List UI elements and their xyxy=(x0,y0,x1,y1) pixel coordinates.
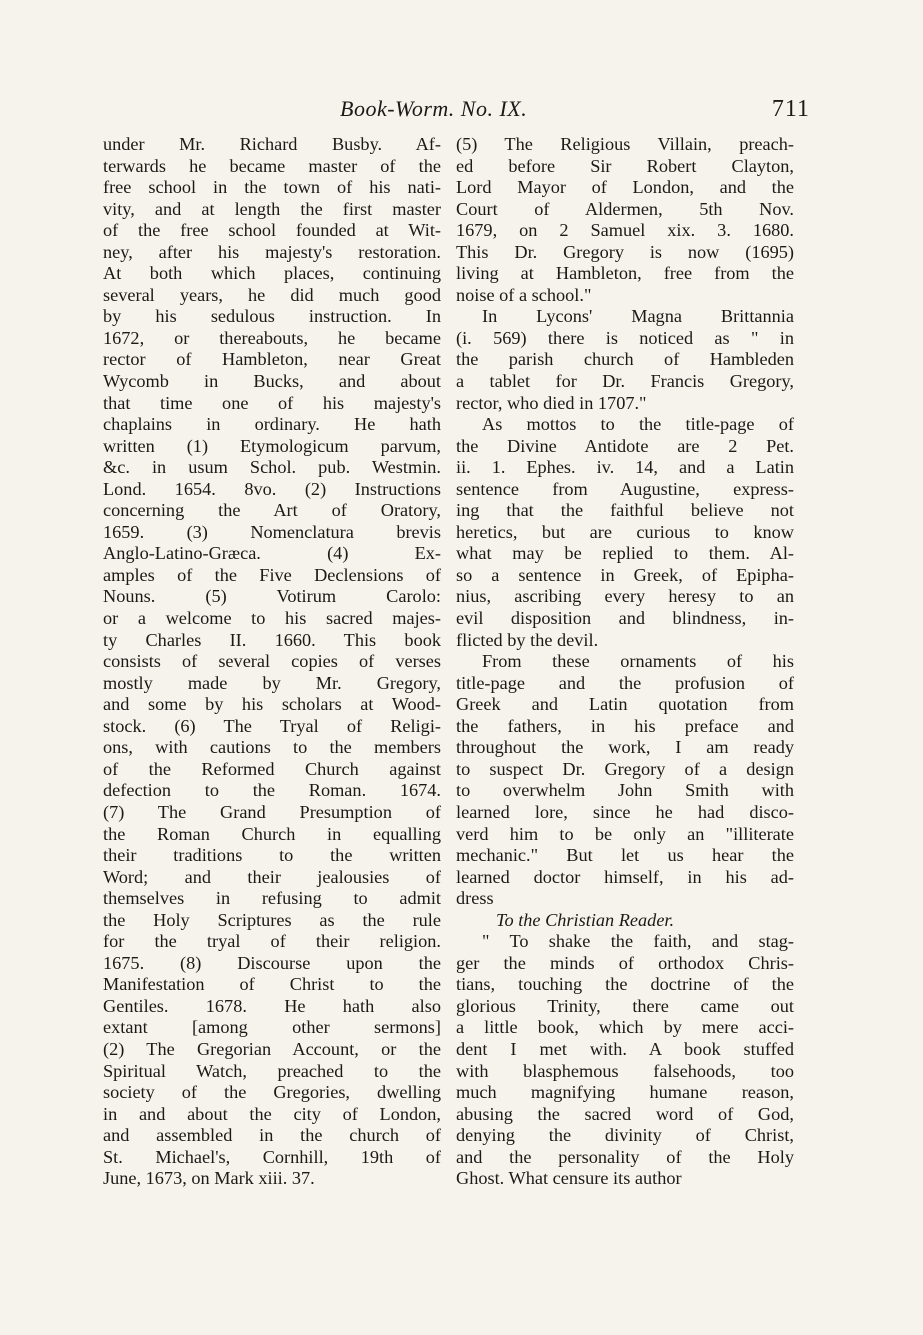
text-line: Anglo-Latino-Græca. (4) Ex- xyxy=(103,543,441,564)
text-line: to overwhelm John Smith with xyxy=(456,780,794,801)
text-line: Lord Mayor of London, and the xyxy=(456,177,794,198)
text-line: terwards he became master of the xyxy=(103,155,441,176)
text-line: 1679, on 2 Samuel xix. 3. 1680. xyxy=(456,220,794,241)
text-line: consists of several copies of verses xyxy=(103,651,441,672)
text-line: for the tryal of their religion. xyxy=(103,931,441,952)
text-line: a tablet for Dr. Francis Gregory, xyxy=(456,371,794,392)
text-line: defection to the Roman. 1674. xyxy=(103,780,441,801)
left-text-column xyxy=(103,134,441,1190)
text-line: From these ornaments of his xyxy=(482,651,794,672)
text-line: glorious Trinity, there came out xyxy=(456,995,794,1016)
text-line: learned doctor himself, in his ad- xyxy=(456,866,794,887)
text-line: free school in the town of his nati- xyxy=(103,177,441,198)
text-line: flicted by the devil. xyxy=(456,629,599,650)
text-line: the fathers, in his preface and xyxy=(456,715,794,736)
text-line: themselves in refusing to admit xyxy=(103,888,441,909)
text-line: the Divine Antidote are 2 Pet. xyxy=(456,435,794,456)
text-line: Word; and their jealousies of xyxy=(103,866,441,887)
text-line: ii. 1. Ephes. iv. 14, and a Latin xyxy=(456,457,794,478)
text-line: concerning the Art of Oratory, xyxy=(103,500,441,521)
text-line: or a welcome to his sacred majes- xyxy=(103,608,441,629)
text-line: the Holy Scriptures as the rule xyxy=(103,909,441,930)
text-line: and assembled in the church of xyxy=(103,1125,441,1146)
text-line: amples of the Five Declensions of xyxy=(103,564,441,585)
text-line: rector of Hambleton, near Great xyxy=(103,349,441,370)
text-line: the Roman Church in equalling xyxy=(103,823,441,844)
text-line: At both which places, continuing xyxy=(103,263,441,284)
text-line: a little book, which by mere acci- xyxy=(456,1017,794,1038)
text-line: by his sedulous instruction. In xyxy=(103,306,441,327)
text-line: under Mr. Richard Busby. Af- xyxy=(103,134,441,154)
text-line: ed before Sir Robert Clayton, xyxy=(456,155,794,176)
text-line: rector, who died in 1707." xyxy=(456,392,647,413)
text-line: (5) The Religious Villain, preach- xyxy=(456,134,794,154)
text-line: so a sentence in Greek, of Epipha- xyxy=(456,564,794,585)
text-line: 1672, or thereabouts, he became xyxy=(103,327,441,348)
text-line: title-page and the profusion of xyxy=(456,672,794,693)
right-text-column xyxy=(456,134,794,1190)
text-line: heretics, but are curious to know xyxy=(456,521,794,542)
text-line: verd him to be only an "illiterate xyxy=(456,823,794,844)
text-line: 1659. (3) Nomenclatura brevis xyxy=(103,521,441,542)
text-line: abusing the sacred word of God, xyxy=(456,1103,794,1124)
text-line: society of the Gregories, dwelling xyxy=(103,1082,441,1103)
text-line: learned lore, since he had disco- xyxy=(456,801,794,822)
text-line: of the Reformed Church against xyxy=(103,758,441,779)
text-line: what may be replied to them. Al- xyxy=(456,543,794,564)
text-line: " To shake the faith, and stag- xyxy=(482,931,794,952)
text-line: (7) The Grand Presumption of xyxy=(103,801,441,822)
text-line: dent I met with. A book stuffed xyxy=(456,1038,794,1059)
text-line: chaplains in ordinary. He hath xyxy=(103,414,441,435)
text-line: Ghost. What censure its author xyxy=(456,1168,682,1189)
text-line: ing that the faithful believe not xyxy=(456,500,794,521)
text-line: extant [among other sermons] xyxy=(103,1017,441,1038)
text-line: 1675. (8) Discourse upon the xyxy=(103,952,441,973)
text-line: St. Michael's, Cornhill, 19th of xyxy=(103,1146,441,1167)
text-line: of the free school founded at Wit- xyxy=(103,220,441,241)
text-line: and the personality of the Holy xyxy=(456,1146,794,1167)
text-line: living at Hambleton, free from the xyxy=(456,263,794,284)
text-line: To the Christian Reader. xyxy=(496,909,675,930)
text-line: to suspect Dr. Gregory of a design xyxy=(456,758,794,779)
text-line: stock. (6) The Tryal of Religi- xyxy=(103,715,441,736)
text-line: ney, after his majesty's restoration. xyxy=(103,241,441,262)
text-line: Court of Aldermen, 5th Nov. xyxy=(456,198,794,219)
text-line: ger the minds of orthodox Chris- xyxy=(456,952,794,973)
text-line: much magnifying humane reason, xyxy=(456,1082,794,1103)
text-line: tians, touching the doctrine of the xyxy=(456,974,794,995)
text-line: mostly made by Mr. Gregory, xyxy=(103,672,441,693)
text-line: ons, with cautions to the members xyxy=(103,737,441,758)
text-line: their traditions to the written xyxy=(103,845,441,866)
text-line: noise of a school." xyxy=(456,284,592,305)
text-line: vity, and at length the first master xyxy=(103,198,441,219)
text-line: &c. in usum Schol. pub. Westmin. xyxy=(103,457,441,478)
text-line: Nouns. (5) Votirum Carolo: xyxy=(103,586,441,607)
text-line: (i. 569) there is noticed as " in xyxy=(456,327,794,348)
text-line: (2) The Gregorian Account, or the xyxy=(103,1038,441,1059)
text-line: several years, he did much good xyxy=(103,284,441,305)
text-line: In Lycons' Magna Brittannia xyxy=(482,306,794,327)
text-line: sentence from Augustine, express- xyxy=(456,478,794,499)
text-line: Manifestation of Christ to the xyxy=(103,974,441,995)
text-line: ty Charles II. 1660. This book xyxy=(103,629,441,650)
running-title: Book-Worm. No. IX. xyxy=(340,96,528,121)
text-line: As mottos to the title-page of xyxy=(482,414,794,435)
text-line: Greek and Latin quotation from xyxy=(456,694,794,715)
text-line: Wycomb in Bucks, and about xyxy=(103,371,441,392)
text-line: dress xyxy=(456,888,494,909)
text-line: June, 1673, on Mark xiii. 37. xyxy=(103,1168,315,1189)
text-line: with blasphemous falsehoods, too xyxy=(456,1060,794,1081)
text-line: in and about the city of London, xyxy=(103,1103,441,1124)
text-line: Gentiles. 1678. He hath also xyxy=(103,995,441,1016)
text-line: This Dr. Gregory is now (1695) xyxy=(456,241,794,262)
text-line: Spiritual Watch, preached to the xyxy=(103,1060,441,1081)
text-line: throughout the work, I am ready xyxy=(456,737,794,758)
text-line: mechanic." But let us hear the xyxy=(456,845,794,866)
text-line: denying the divinity of Christ, xyxy=(456,1125,794,1146)
text-line: nius, ascribing every heresy to an xyxy=(456,586,794,607)
text-line: written (1) Etymologicum parvum, xyxy=(103,435,441,456)
text-line: the parish church of Hambleden xyxy=(456,349,794,370)
text-line: and some by his scholars at Wood- xyxy=(103,694,441,715)
text-line: Lond. 1654. 8vo. (2) Instructions xyxy=(103,478,441,499)
page-header xyxy=(110,96,810,130)
text-line: evil disposition and blindness, in- xyxy=(456,608,794,629)
page-number: 711 xyxy=(771,96,810,122)
text-line: that time one of his majesty's xyxy=(103,392,441,413)
